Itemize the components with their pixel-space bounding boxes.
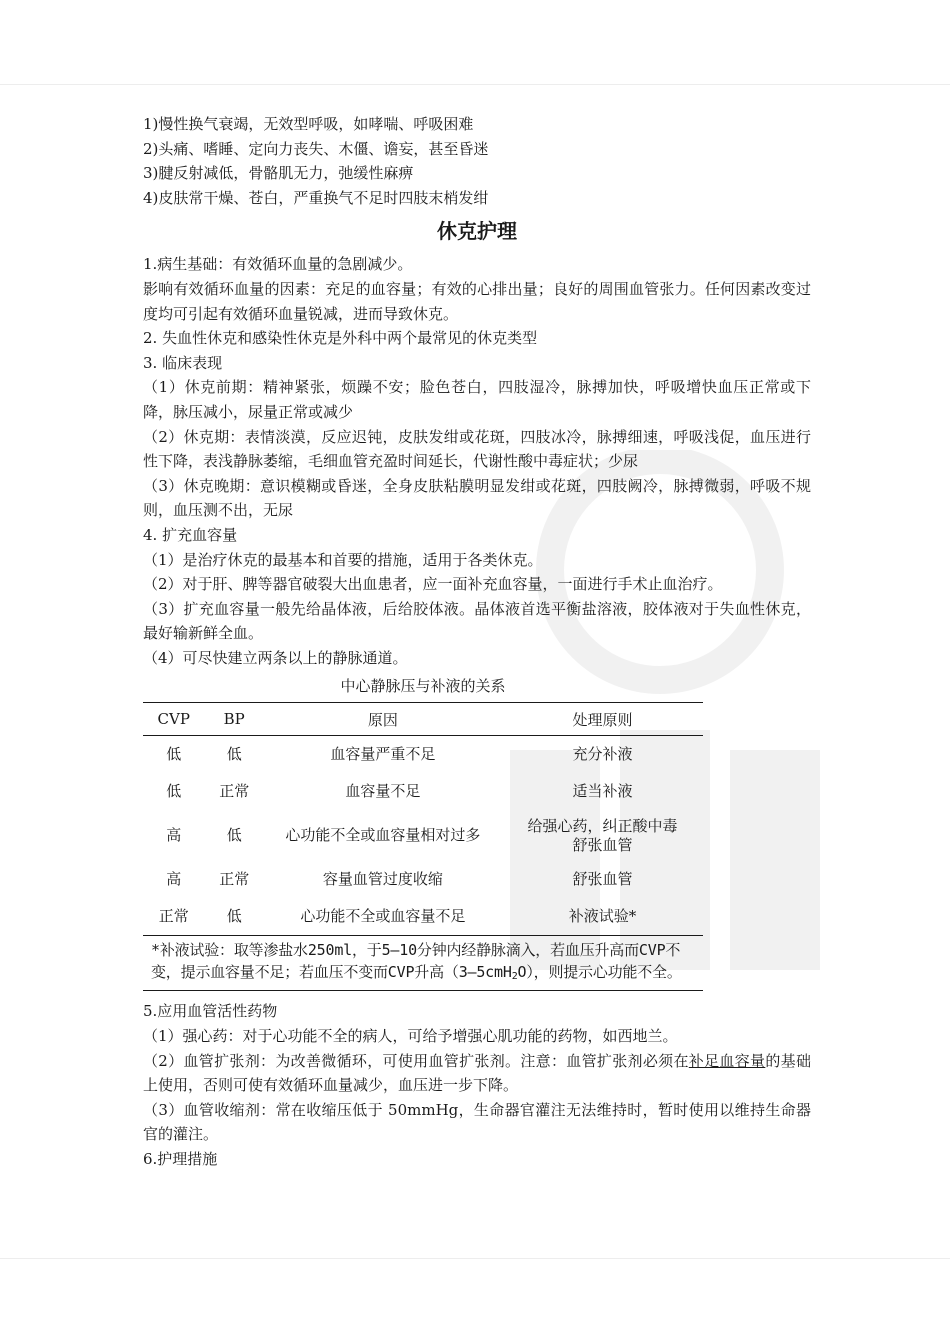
cell-bp: 低 <box>205 898 264 936</box>
table-header-row <box>143 703 703 736</box>
cell-cvp: 低 <box>166 782 182 801</box>
s5-item-3: （3）血管收缩剂：常在收缩压低于 50mmHg，生命器官灌注无法维持时，暂时使用以维持生命器官的灌注。 <box>143 1100 811 1144</box>
cell-bp: 正常 <box>219 870 250 889</box>
cell-bp: 低 <box>226 745 242 764</box>
cell-cvp: 低 <box>166 745 182 764</box>
table-caption: 中心静脉压与补液的关系 <box>340 677 506 696</box>
cell-cvp: 正常 <box>143 898 205 936</box>
footnote-text-a: *补液试验：取等渗盐水250ml，于5—10分钟内经静脉滴入，若血压升高而CVP不变，提示血容量不足；若血压不变而CVP升高（3—5cmH <box>151 941 681 982</box>
table-row <box>143 861 703 898</box>
s5-heading: 5.应用血管活性药物 <box>143 1002 278 1021</box>
intro-item-3: 3)腱反射减低，骨骼肌无力，弛缓性麻痹 <box>143 164 414 183</box>
s3-item-3: （3）休克晚期：意识模糊或昏迷，全身皮肤粘膜明显发绀或花斑，四肢阙冷，脉搏微弱，呼吸不规则，血压测不出，无尿 <box>143 476 811 520</box>
s3-item-2: （2）休克期：表情淡漠，反应迟钝，皮肤发绀或花斑，四肢冰冷，脉搏细速，呼吸浅促，血压进行性下降，表浅静脉萎缩，毛细血管充盈时间延长，代谢性酸中毒症状；少尿 <box>143 427 811 471</box>
header-cause: 原因 <box>264 703 502 736</box>
cell-principle: 适当补液 <box>572 782 633 801</box>
s3-heading: 3. 临床表现 <box>143 353 223 372</box>
cell-cause: 心功能不全或血容量相对过多 <box>285 826 481 845</box>
section-title: 休克护理 <box>437 219 517 244</box>
cell-principle: 补液试验* <box>502 898 703 936</box>
footnote-text-b: O），则提示心功能不全。 <box>517 963 682 982</box>
s1-paragraph: 影响有效循环血量的因素：充足的血容量；有效的心排出量；良好的周围血管张力。任何因素改变过度均可引起有效循环血量锐减，进而导致休克。 <box>143 279 811 323</box>
footnote-subscript: 2 <box>511 971 518 983</box>
s4-item-3: （3）扩充血容量一般先给晶体液，后给胶体液。晶体液首选平衡盐溶液，胶体液对于失血性休克，最好输新鲜全血。 <box>143 599 811 643</box>
s5-item-2-underlined: 补足血容量 <box>688 1051 766 1070</box>
intro-item-1: 1)慢性换气衰竭，无效型呼吸，如哮喘、呼吸困难 <box>143 115 474 133</box>
header-principle: 处理原则 <box>502 703 703 736</box>
s3-item-1: （1）休克前期：精神紧张，烦躁不安；脸色苍白，四肢湿冷，脉搏加快，呼吸增快血压正常或下降，脉压减小，尿量正常或减少 <box>143 378 811 421</box>
s4-item-1: （1）是治疗休克的最基本和首要的措施，适用于各类休克。 <box>143 550 543 569</box>
cell-bp: 正常 <box>219 782 250 801</box>
header-rule <box>0 84 950 85</box>
s5-item-2-text-b: 的基础上使用，否则可使有效循环血量减少，血压进一步下降。 <box>143 1051 811 1095</box>
cvp-table <box>143 702 703 936</box>
header-bp: BP <box>205 703 264 736</box>
s5-item-2-text-a: （2）血管扩张剂：为改善微循环，可使用血管扩张剂。注意：血管扩张剂必须在 <box>143 1051 689 1070</box>
table-row <box>143 810 703 861</box>
s5-item-2 <box>143 1049 811 1098</box>
cell-bp: 低 <box>226 826 242 845</box>
cell-principle: 充分补液 <box>572 745 633 764</box>
cell-principle: 舒张血管 <box>572 870 633 889</box>
table-row <box>143 773 703 810</box>
document-body <box>143 112 811 1172</box>
table-row <box>143 736 703 774</box>
cell-cause: 血容量不足 <box>345 782 421 801</box>
cell-cause: 容量血管过度收缩 <box>322 870 443 889</box>
cell-cvp: 高 <box>166 826 182 845</box>
cvp-table-block <box>143 674 703 991</box>
table-row <box>143 898 703 936</box>
header-cvp: CVP <box>143 703 205 736</box>
cell-cause: 血容量严重不足 <box>330 745 436 764</box>
s4-heading: 4. 扩充血容量 <box>143 525 238 544</box>
s6-heading: 6.护理措施 <box>143 1150 218 1169</box>
table-footnote <box>143 936 703 991</box>
cell-principle-line-2: 舒张血管 <box>572 835 633 854</box>
s5-item-1: （1）强心药：对于心功能不全的病人，可给予增强心肌功能的药物，如西地兰。 <box>143 1027 678 1046</box>
footer-rule <box>0 1258 950 1259</box>
cell-principle <box>502 810 703 861</box>
cell-principle-line-1: 给强心药，纠正酸中毒 <box>527 816 678 835</box>
s4-item-2: （2）对于肝、脾等器官破裂大出血患者，应一面补充血容量，一面进行手术止血治疗。 <box>143 575 723 594</box>
s1-heading: 1.病生基础：有效循环血量的急剧减少。 <box>143 255 413 274</box>
cell-cause: 心功能不全或血容量不足 <box>264 898 502 936</box>
intro-item-2: 2)头痛、嗜睡、定向力丧失、木僵、谵妄，甚至昏迷 <box>143 139 489 158</box>
intro-item-4: 4)皮肤常干燥、苍白，严重换气不足时四肢末梢发绀 <box>143 188 489 207</box>
cell-cvp: 高 <box>166 870 182 889</box>
s4-item-4: （4）可尽快建立两条以上的静脉通道。 <box>143 648 408 667</box>
s2-heading: 2. 失血性休克和感染性休克是外科中两个最常见的休克类型 <box>143 329 538 348</box>
